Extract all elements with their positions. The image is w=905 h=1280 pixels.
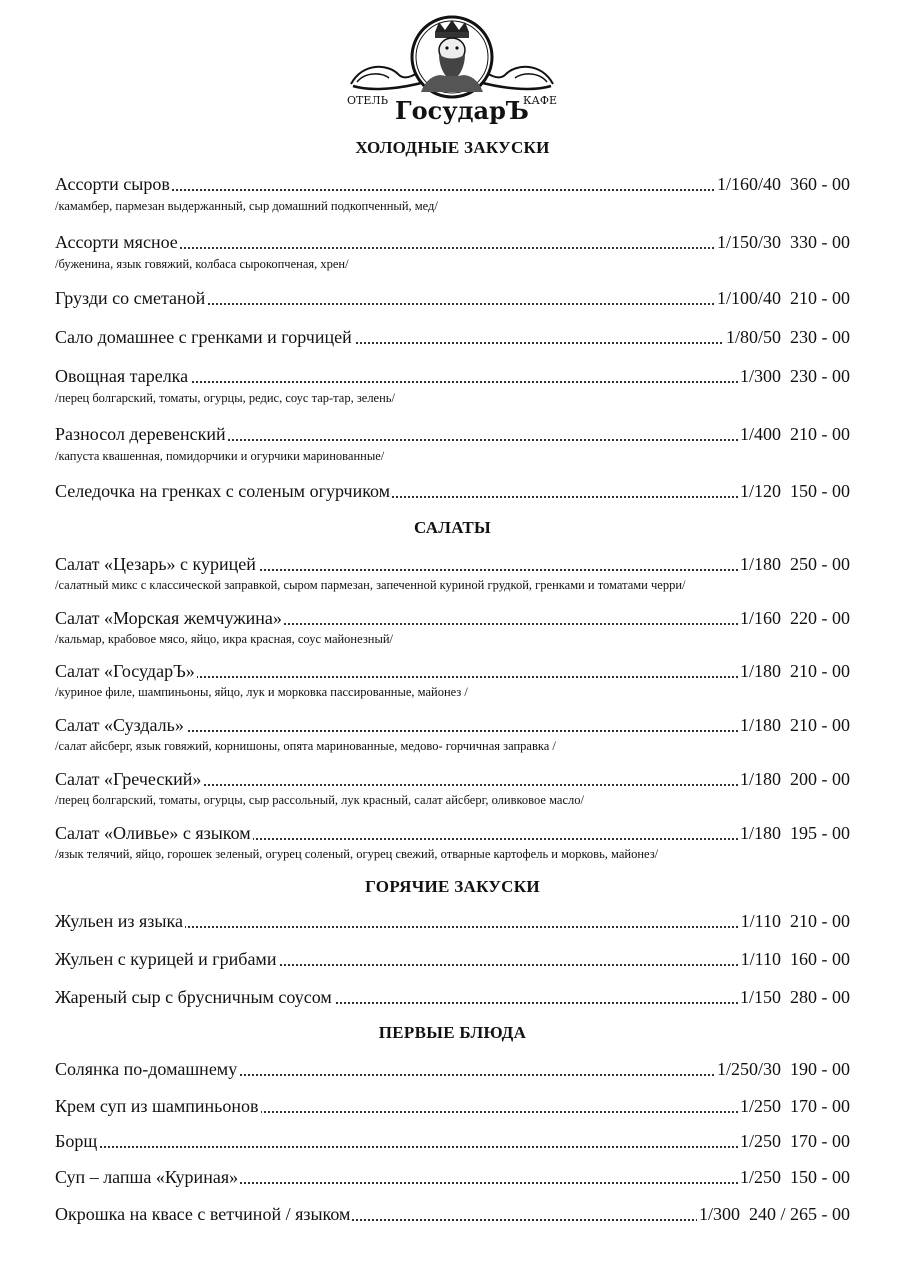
item-price: 210 - 00: [790, 911, 850, 931]
item-portion: 1/160: [739, 608, 781, 628]
item-price: 330 - 00: [790, 232, 850, 252]
item-description: /буженина, язык говяжий, колбаса сырокопченая, хрен/: [55, 257, 349, 271]
item-description: /куриное филе, шампиньоны, яйцо, лук и морковка пассированные, майонез /: [55, 685, 468, 699]
item-portion: 1/120: [739, 481, 781, 501]
item-portion: 1/180: [739, 823, 781, 843]
item-name: Салат «Греческий»: [55, 769, 202, 789]
item-price: 170 - 00: [790, 1096, 850, 1116]
item-portion: 1/80/50: [725, 327, 781, 347]
item-name: Ассорти сыров: [55, 174, 170, 194]
item-name: Салат «Цезарь» с курицей: [55, 554, 256, 574]
menu-item: [55, 986, 850, 1008]
item-portion: 1/400: [739, 424, 781, 444]
menu-item: [55, 1130, 850, 1152]
menu-item: [55, 660, 850, 682]
item-portion: 1/150: [739, 987, 781, 1007]
menu-item: [55, 768, 850, 790]
logo-left-text: ОТЕЛЬ: [347, 94, 388, 107]
menu-item: [55, 287, 850, 309]
item-price: 170 - 00: [790, 1131, 850, 1151]
logo-right-text: КАФЕ: [522, 94, 557, 107]
item-name: Суп – лапша «Куриная»: [55, 1167, 239, 1187]
item-description: /камамбер, пармезан выдержанный, сыр домашний подкопченный, мед/: [55, 199, 438, 213]
menu-item: [55, 1058, 850, 1080]
item-portion: 1/160/40: [716, 174, 781, 194]
item-price: 190 - 00: [790, 1059, 850, 1079]
item-name: Жареный сыр с брусничным соусом: [55, 987, 332, 1007]
item-description: /салат айсберг, язык говяжий, корнишоны, опята маринованные, медово- горчичная заправка /: [55, 739, 556, 753]
item-portion: 1/180: [739, 715, 781, 735]
menu-item: [55, 553, 850, 575]
menu-item: [55, 822, 850, 844]
item-portion: 1/180: [739, 554, 781, 574]
item-name: Крем суп из шампиньонов: [55, 1096, 259, 1116]
item-portion: 1/110: [740, 911, 781, 931]
item-price: 230 - 00: [790, 327, 850, 347]
item-price: 250 - 00: [790, 554, 850, 574]
section-title-first-courses: ПЕРВЫЕ БЛЮДА: [378, 1023, 527, 1042]
menu-item: [55, 714, 850, 736]
item-portion: 1/180: [739, 661, 781, 681]
item-price: 360 - 00: [790, 174, 850, 194]
item-name: Салат «Суздаль»: [55, 715, 184, 735]
menu-item: [55, 231, 850, 253]
section-title-salads: САЛАТЫ: [414, 518, 491, 537]
menu-item: [55, 480, 850, 502]
item-portion: 1/300: [739, 366, 781, 386]
item-price: 210 - 00: [790, 288, 850, 308]
item-description: /перец болгарский, томаты, огурцы, сыр рассольный, лук красный, салат айсберг, оливковое масло/: [55, 793, 584, 807]
item-name: Салат «Оливье» с языком: [55, 823, 251, 843]
menu-item: [55, 173, 850, 195]
item-name: Жульен с курицей и грибами: [55, 949, 277, 969]
item-price: 220 - 00: [790, 608, 850, 628]
item-name: Овощная тарелка: [55, 366, 189, 386]
item-description: /язык телячий, яйцо, горошек зеленый, огурец соленый, огурец свежий, отварные картофель и морковь, майонез/: [55, 847, 659, 861]
item-price: 210 - 00: [790, 715, 850, 735]
menu-item: [55, 1095, 850, 1117]
item-portion: 1/250: [739, 1131, 781, 1151]
item-price: 210 - 00: [790, 424, 850, 444]
item-portion: 1/250: [739, 1167, 781, 1187]
item-name: Разносол деревенский: [55, 424, 226, 444]
menu-item: [55, 607, 850, 629]
item-portion: 1/100/40: [716, 288, 781, 308]
item-price: 150 - 00: [790, 1167, 850, 1187]
item-price: 160 - 00: [790, 949, 850, 969]
item-name: Грузди со сметаной: [55, 288, 206, 308]
menu-item: [55, 365, 850, 387]
item-name: Сало домашнее с гренками и горчицей: [55, 327, 352, 347]
item-name: Солянка по-домашнему: [55, 1059, 238, 1079]
item-portion: 1/110: [740, 949, 781, 969]
item-description: /салатный микс с классической заправкой, сыром пармезан, запеченной куриной грудкой, гренками и томатами черри/: [55, 578, 686, 592]
item-portion: 1/300: [698, 1204, 740, 1224]
section-title-hot-appetizers: ГОРЯЧИЕ ЗАКУСКИ: [365, 877, 540, 896]
menu-item: [55, 948, 850, 970]
menu-item: [55, 423, 850, 445]
item-name: Ассорти мясное: [55, 232, 178, 252]
item-price: 230 - 00: [790, 366, 850, 386]
hotel-logo: [343, 12, 561, 124]
menu-item: [55, 1203, 850, 1225]
logo-name: ГосударЪ: [395, 96, 529, 125]
item-description: /кальмар, крабовое мясо, яйцо, икра красная, соус майонезный/: [55, 632, 394, 646]
item-description: /перец болгарский, томаты, огурцы, редис, соус тар-тар, зелень/: [55, 391, 395, 405]
item-portion: 1/150/30: [716, 232, 781, 252]
section-title-cold-appetizers: ХОЛОДНЫЕ ЗАКУСКИ: [355, 138, 550, 157]
item-description: /капуста квашенная, помидорчики и огурчики маринованные/: [55, 449, 385, 463]
item-name: Селедочка на гренках с соленым огурчиком: [55, 481, 391, 501]
item-name: Салат «Морская жемчужина»: [55, 608, 282, 628]
item-portion: 1/250: [739, 1096, 781, 1116]
dot-leader: [55, 1146, 850, 1148]
item-price: 240 / 265 - 00: [749, 1204, 850, 1224]
item-name: Окрошка на квасе с ветчиной / языком: [55, 1204, 351, 1224]
item-price: 195 - 00: [790, 823, 850, 843]
item-price: 280 - 00: [790, 987, 850, 1007]
item-name: Борщ: [55, 1131, 98, 1151]
item-price: 200 - 00: [790, 769, 850, 789]
item-portion: 1/180: [739, 769, 781, 789]
item-portion: 1/250/30: [716, 1059, 781, 1079]
menu-item: [55, 910, 850, 932]
menu-item: [55, 326, 850, 348]
item-price: 210 - 00: [790, 661, 850, 681]
menu-item: [55, 1166, 850, 1188]
item-price: 150 - 00: [790, 481, 850, 501]
item-name: Салат «ГосударЪ»: [55, 661, 195, 681]
item-name: Жульен из языка: [55, 911, 183, 931]
